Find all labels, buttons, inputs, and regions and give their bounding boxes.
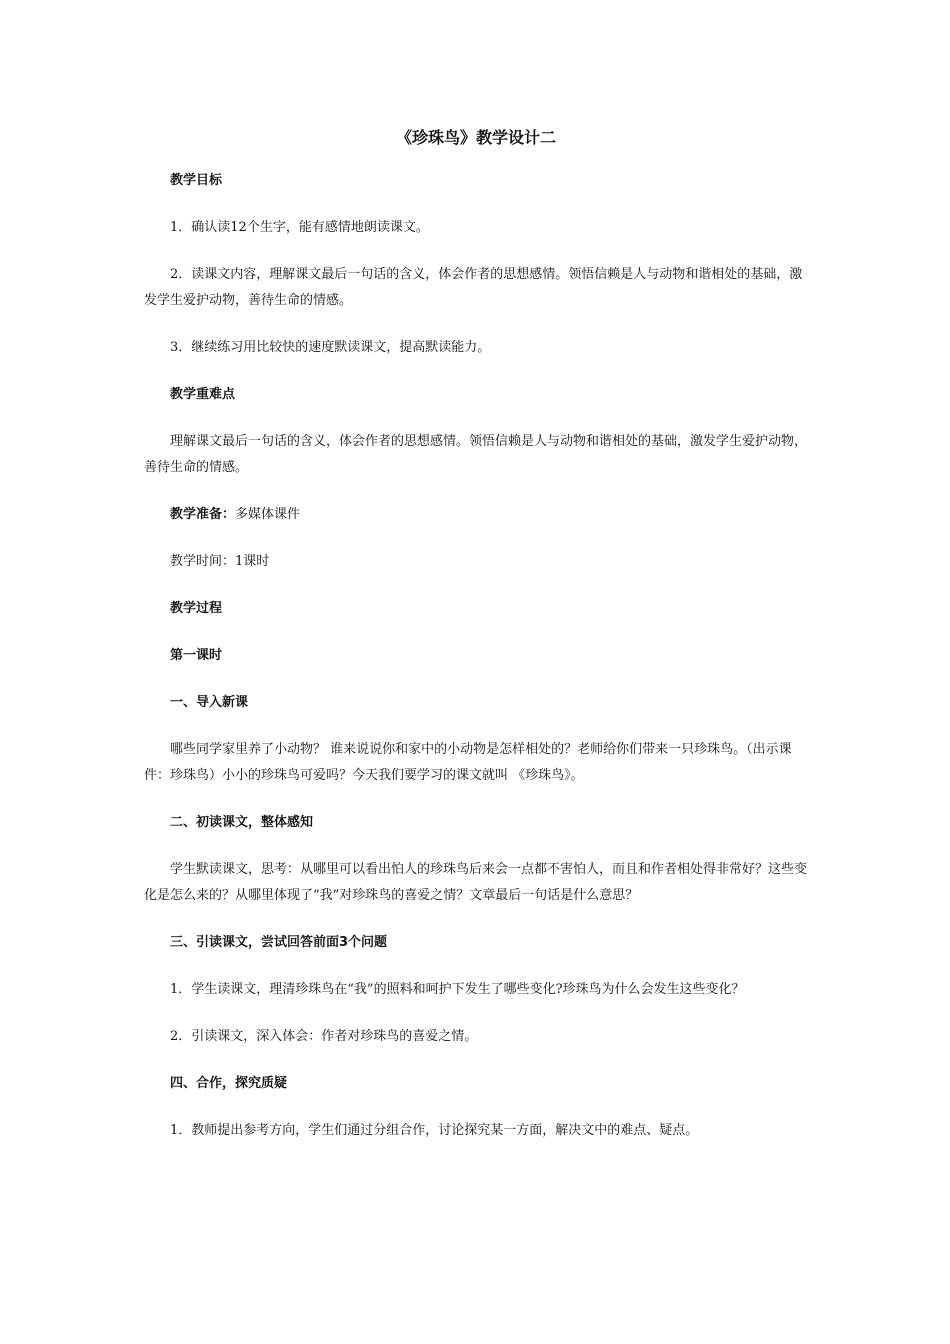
teaching-time: 教学时间：1课时 <box>170 554 270 569</box>
difficulty-heading: 教学重难点 <box>170 387 236 402</box>
step3-heading: 三、引读课文，尝试回答前面3个问题 <box>170 935 388 950</box>
document-body <box>144 118 808 1165</box>
lesson-heading: 第一课时 <box>170 648 223 663</box>
document-title: 《珍珠鸟》教学设计二 <box>395 128 556 147</box>
step2-heading: 二、初读课文，整体感知 <box>170 815 314 830</box>
goal-item: 2．读课文内容，理解课文最后一句话的含义，体会作者的思想感情。领悟信赖是人与动物和谐相处的基础，激发学生爱护动物，善待生命的情感。 <box>144 267 803 308</box>
preparation-value: 多媒体课件 <box>235 507 301 522</box>
goal-item: 3．继续练习用比较快的速度默读课文，提高默读能力。 <box>170 340 491 355</box>
goal-item: 1．确认读12个生字，能有感情地朗读课文。 <box>170 220 429 235</box>
preparation-line <box>144 502 808 528</box>
step4-heading: 四、合作，探究质疑 <box>170 1076 288 1091</box>
goals-heading: 教学目标 <box>170 173 223 188</box>
difficulty-text: 理解课文最后一句话的含义，体会作者的思想感情。领悟信赖是人与动物和谐相处的基础，激发学生爱护动物，善待生命的情感。 <box>144 434 808 475</box>
process-heading: 教学过程 <box>170 601 223 616</box>
step1-heading: 一、导入新课 <box>170 695 249 710</box>
step4-item: 1．教师提出参考方向，学生们通过分组合作，讨论探究某一方面，解决文中的难点、疑点。 <box>170 1123 699 1138</box>
preparation-label: 教学准备： <box>170 507 236 522</box>
step1-text: 哪些同学家里养了小动物？ 谁来说说你和家中的小动物是怎样相处的？老师给你们带来一只珍珠鸟。（出示课件：珍珠鸟）小小的珍珠鸟可爱吗？今天我们要学习的课文就叫 《珍珠鸟》。 <box>144 742 792 783</box>
step3-item: 2．引读课文，深入体会：作者对珍珠鸟的喜爱之情。 <box>170 1029 478 1044</box>
step2-text: 学生默读课文，思考：从哪里可以看出怕人的珍珠鸟后来会一点都不害怕人，而且和作者相处得非常好？这些变化是怎么来的？从哪里体现了“我”对珍珠鸟的喜爱之情？文章最后一句话是什么意思？ <box>144 862 808 903</box>
step3-item: 1．学生读课文，理清珍珠鸟在“我”的照料和呵护下发生了哪些变化?珍珠鸟为什么会发生这些变化？ <box>170 982 745 997</box>
